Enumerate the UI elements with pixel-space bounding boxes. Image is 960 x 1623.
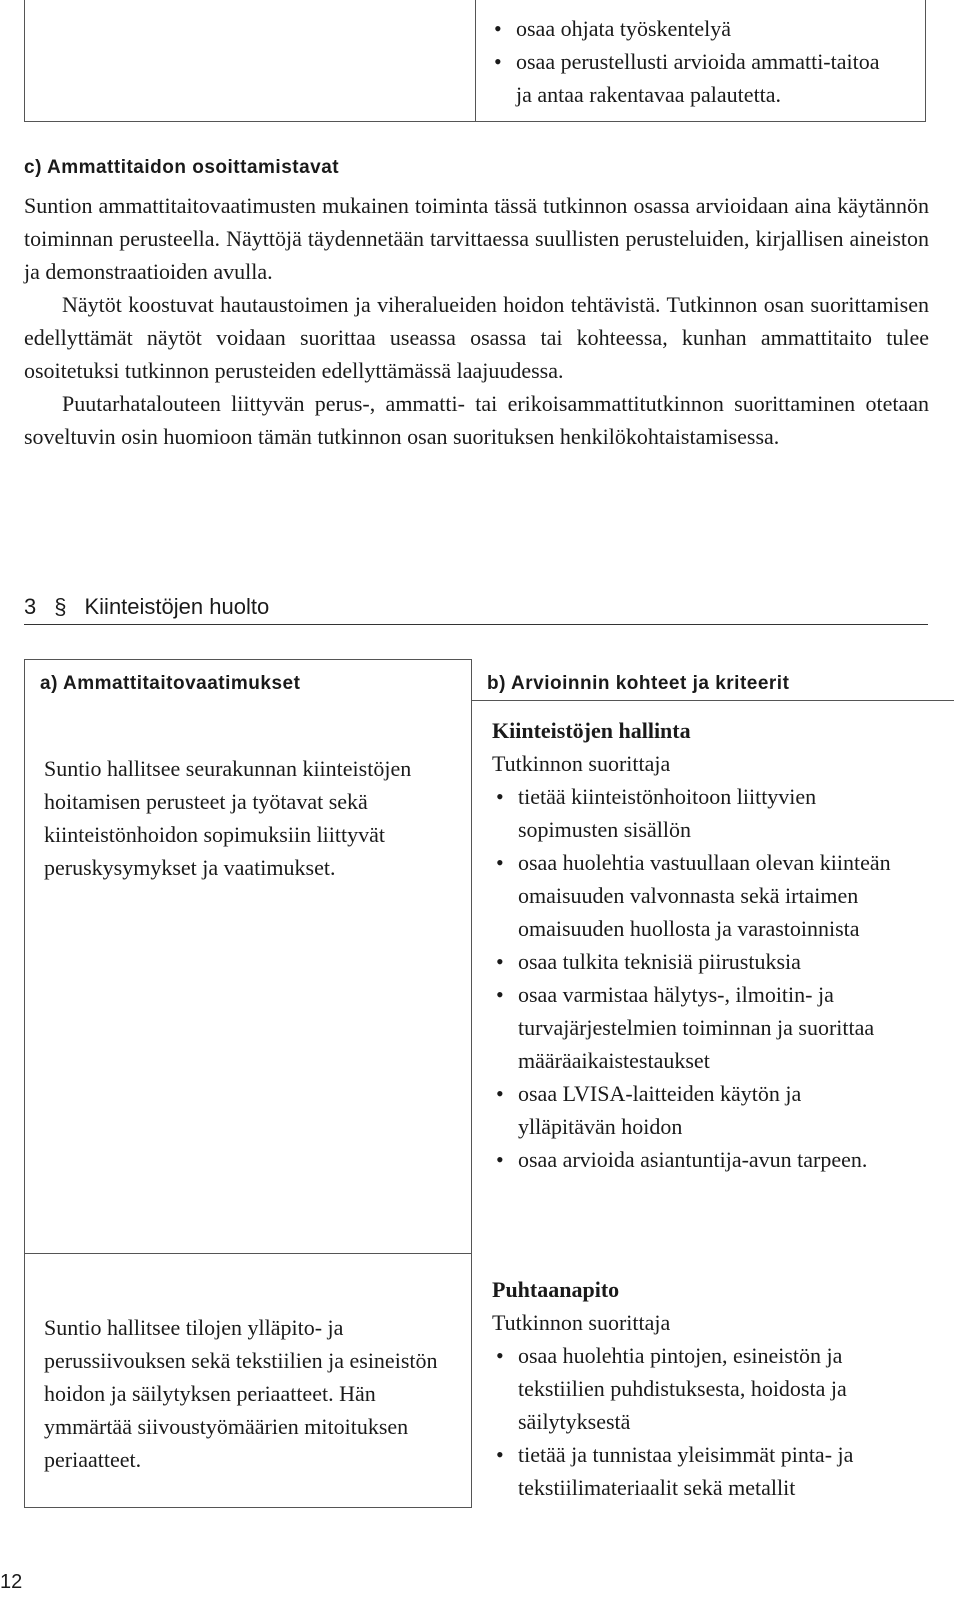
section-c-paragraph-3: Puutarhatalouteen liittyvän perus-, ammatti- tai erikoisammattitutkinnon suorittaminen otetaan soveltuvin osin huomioon tämän tutkinnon osan suorituksen henkilökohtaistamisessa. bbox=[24, 391, 929, 449]
row-1-criteria bbox=[492, 714, 932, 1176]
section-c-paragraph-1: Suntion ammattitaitovaatimusten mukainen toiminta tässä tutkinnon osassa arvioidaan aina käytännön toiminnan perusteella. Näyttöjä täydennetään tarvittaessa suullisten perusteluiden, kirjallisen aineiston ja demonstraatioiden avulla. bbox=[24, 193, 929, 284]
section-c-heading: c) Ammattitaidon osoittamistavat bbox=[24, 157, 340, 178]
list-item: • osaa ohjata työskentelyä bbox=[490, 12, 925, 45]
criteria-list bbox=[492, 780, 892, 1176]
criteria-title: Kiinteistöjen hallinta bbox=[492, 718, 691, 743]
list-item: • osaa huolehtia vastuullaan olevan kiinteän omaisuuden valvonnasta sekä irtaimen omaisuuden huollosta ja varastoinnista bbox=[492, 846, 892, 945]
top-bullet-list bbox=[490, 12, 925, 111]
criteria-list bbox=[492, 1339, 902, 1504]
section-c-paragraph-2: Näytöt koostuvat hautaustoimen ja viheralueiden hoidon tehtävistä. Tutkinnon osan suorittamisen edellyttämät näytöt voidaan suorittaa useassa osassa tai kohteessa, kunhan ammattitaito tulee osoitetuksi tutkinnon perusteiden edellyttämässä laajuudessa. bbox=[24, 292, 929, 383]
section-3-heading bbox=[24, 592, 928, 625]
column-b-heading: b) Arvioinnin kohteet ja kriteerit bbox=[487, 673, 790, 694]
list-item: • osaa perustellusti arvioida ammatti-taitoa ja antaa rakentavaa palautetta. bbox=[490, 45, 896, 111]
list-item: • osaa huolehtia pintojen, esineistön ja tekstiilien puhdistuksesta, hoidosta ja säilytyksestä bbox=[492, 1339, 902, 1438]
top-table-left-cell bbox=[25, 0, 476, 121]
list-item: • osaa varmistaa hälytys-, ilmoitin- ja turvajärjestelmien toiminnan ja suorittaa määräaikaistestaukset bbox=[492, 978, 892, 1077]
page-number: 12 bbox=[0, 1571, 23, 1593]
column-a-heading: a) Ammattitaitovaatimukset bbox=[40, 673, 301, 694]
section-c bbox=[24, 155, 929, 453]
list-item: • osaa LVISA-laitteiden käytön ja ylläpitävän hoidon bbox=[492, 1077, 892, 1143]
section-symbol: § bbox=[54, 594, 67, 619]
row-2-requirement bbox=[44, 1311, 439, 1476]
criteria-subtitle: Tutkinnon suorittaja bbox=[492, 1310, 671, 1335]
row-divider bbox=[24, 1253, 472, 1254]
row-1-requirement bbox=[44, 752, 454, 884]
section-title: Kiinteistöjen huolto bbox=[84, 594, 270, 619]
top-table-fragment bbox=[24, 0, 926, 122]
requirement-text: Suntio hallitsee tilojen ylläpito- ja perussiivouksen sekä tekstiilien ja esineistön hoidon ja säilytyksen periaatteet. Hän ymmärtää siivoustyömäärien mitoituksen periaatteet. bbox=[44, 1315, 438, 1472]
requirements-table bbox=[24, 659, 954, 1509]
list-item: • tietää ja tunnistaa yleisimmät pinta- ja tekstiilimateriaalit sekä metallit bbox=[492, 1438, 902, 1504]
section-number: 3 bbox=[24, 594, 37, 619]
list-item: • osaa tulkita teknisiä piirustuksia bbox=[492, 945, 892, 978]
criteria-title: Puhtaanapito bbox=[492, 1277, 620, 1302]
requirement-text: Suntio hallitsee seurakunnan kiinteistöjen hoitamisen perusteet ja työtavat sekä kiinteistönhoidon sopimuksiin liittyvät peruskysymykset ja vaatimukset. bbox=[44, 756, 412, 880]
top-table-right-cell bbox=[476, 0, 925, 121]
column-b-header-rule bbox=[472, 700, 954, 701]
list-item: • osaa arvioida asiantuntija-avun tarpeen. bbox=[492, 1143, 892, 1176]
list-item: • tietää kiinteistönhoitoon liittyvien sopimusten sisällön bbox=[492, 780, 892, 846]
row-2-criteria bbox=[492, 1273, 932, 1504]
criteria-subtitle: Tutkinnon suorittaja bbox=[492, 751, 671, 776]
